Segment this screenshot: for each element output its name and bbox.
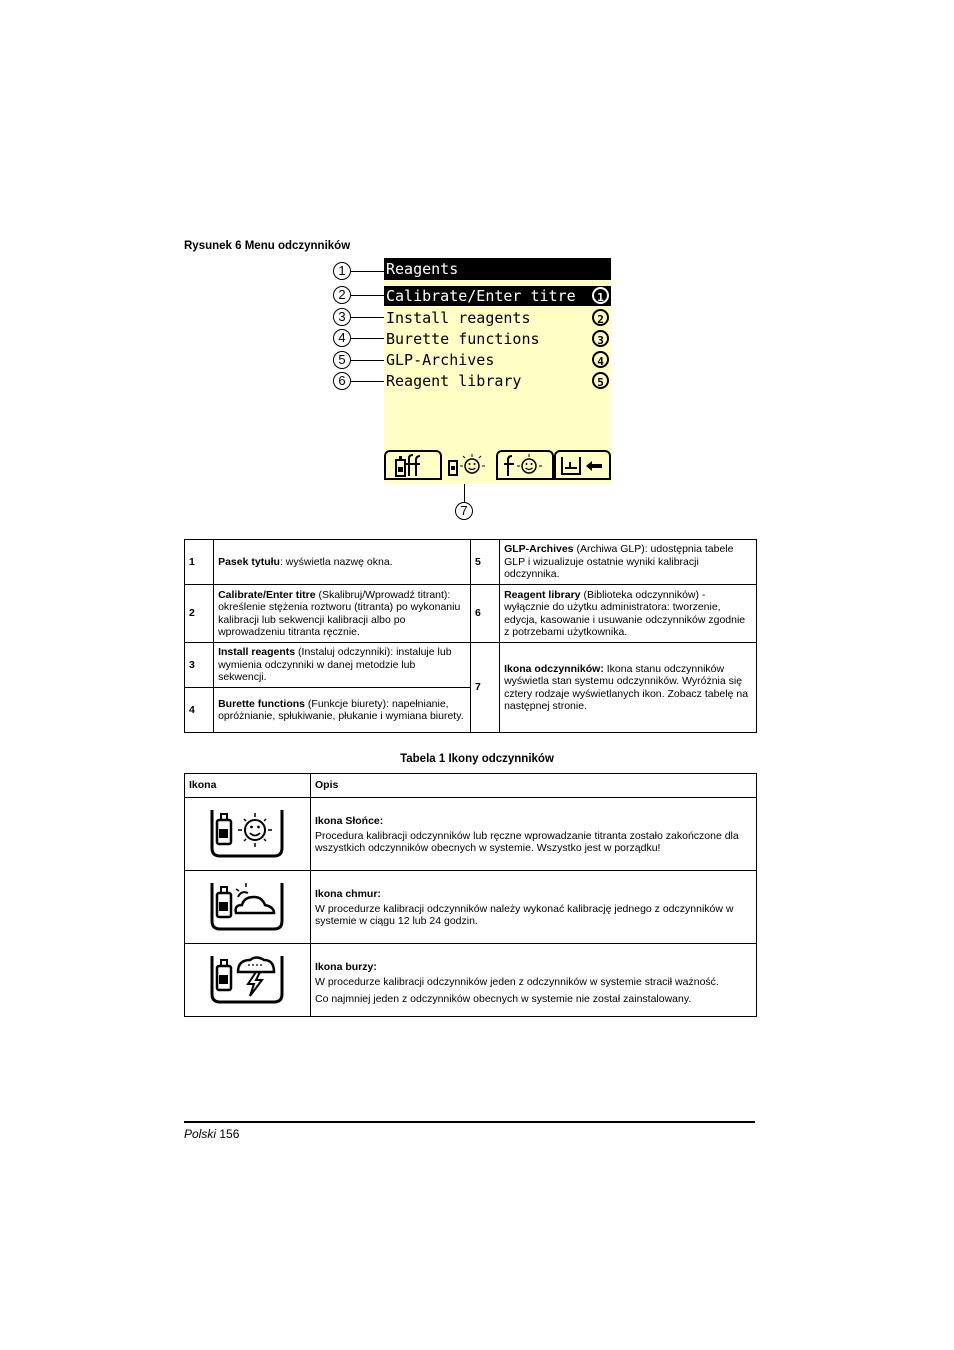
legend-term: Burette functions [218, 697, 306, 710]
tab-exit[interactable] [554, 450, 611, 480]
lcd-screen [384, 258, 611, 484]
callout-line [464, 484, 465, 502]
menu-item-label: Burette functions [386, 330, 540, 348]
legend-text [214, 585, 471, 643]
legend-num: 4 [185, 688, 214, 733]
legend-text [214, 643, 471, 688]
legend-term: Ikona odczynników: [504, 662, 604, 675]
legend-table [184, 539, 757, 733]
legend-num: 6 [470, 585, 499, 643]
callout-line [351, 338, 384, 339]
callout-2: 2 [333, 286, 351, 304]
menu-item-label: GLP-Archives [386, 351, 495, 369]
storm-icon [208, 950, 288, 1006]
footer-language: Polski [184, 1127, 217, 1141]
legend-term: Reagent library [504, 588, 581, 601]
callout-line [351, 381, 384, 382]
callout-4: 4 [333, 329, 351, 347]
callout-5: 5 [333, 351, 351, 369]
callout-line [351, 295, 384, 296]
legend-text [214, 688, 471, 733]
table-caption: Tabela 1 Ikony odczynników [400, 753, 554, 765]
legend-term: GLP-Archives [504, 543, 574, 556]
legend-text [500, 643, 757, 733]
footer-rule [184, 1121, 755, 1123]
callout-line [351, 271, 384, 272]
callout-6: 6 [333, 372, 351, 390]
menu-item-label: Reagent library [386, 372, 522, 390]
callout-7: 7 [455, 502, 473, 520]
menu-item-number: 4 [592, 351, 609, 368]
description-text: W procedurze kalibracji odczynników jeden z odczynników w systemie stracił ważność. [315, 975, 719, 988]
legend-text [500, 540, 757, 585]
callout-line [351, 360, 384, 361]
legend-desc: : wyświetla nazwę okna. [279, 555, 393, 568]
legend-desc: Ikona stanu odczynników wyświetla stan systemu odczynników. Wyróżnia się cztery rodzaje wyświetlanych ikon. Zobacz tabelę na następnej stronie. [504, 662, 749, 712]
menu-item-glp-archives[interactable] [384, 350, 611, 370]
tab-reagents[interactable] [442, 450, 496, 480]
menu-item-reagent-library[interactable] [384, 371, 611, 391]
cloud-icon [208, 877, 288, 933]
menu-item-calibrate[interactable] [384, 286, 611, 306]
menu-item-label: Calibrate/Enter titre [386, 287, 576, 305]
description-text: W procedurze kalibracji odczynników należy wykonać kalibrację jednego z odczynników w systemie w ciągu 12 lub 24 godzin. [315, 902, 734, 927]
icon-cell [185, 871, 311, 944]
menu-item-number: 5 [592, 372, 609, 389]
icon-cell [185, 944, 311, 1017]
footer-page-number: 156 [219, 1127, 240, 1141]
callout-3: 3 [333, 308, 351, 326]
menu-item-burette-functions[interactable] [384, 329, 611, 349]
menu-item-label: Install reagents [386, 309, 531, 327]
legend-desc: (Skalibruj/Wprowadź titrant): określenie stężenia roztworu (titranta) po wykonaniu kalibracji lub sekwencji kalibracji albo po wprowadzeniu titranta ręcznie. [218, 588, 461, 638]
legend-desc: (Instaluj odczynniki): instaluje lub wymienia odczynniki w danej metodzie lub sekwencji. [218, 646, 452, 684]
footer [184, 1127, 239, 1141]
menu-item-number: 3 [592, 330, 609, 347]
icon-description [311, 944, 757, 1017]
screen-tab-bar [384, 450, 611, 484]
figure-caption: Rysunek 6 Menu odczynników [184, 240, 351, 252]
legend-term: Calibrate/Enter titre [218, 588, 316, 601]
legend-text [500, 585, 757, 643]
bottle-burette-icon [386, 452, 440, 478]
beaker-exit-icon [556, 452, 609, 478]
tab-calibration[interactable] [496, 450, 554, 480]
icon-description [311, 871, 757, 944]
callout-line [351, 317, 384, 318]
legend-num: 1 [185, 540, 214, 585]
header-desc: Opis [311, 774, 757, 798]
header-icon: Ikona [185, 774, 311, 798]
sun-icon [444, 452, 494, 478]
legend-num: 2 [185, 585, 214, 643]
legend-desc: (Funkcje biurety): napełnianie, opróżnianie, spłukiwanie, płukanie i wymiana biurety. [218, 697, 464, 722]
legend-num: 7 [470, 643, 499, 733]
legend-desc: (Biblioteka odczynników) - wyłącznie do użytku administratora: tworzenie, edycja, kasowanie i usuwanie odczynników zgodnie z potrzebami użytkownika. [504, 588, 746, 638]
description-title: Ikona burzy: [315, 961, 377, 973]
legend-desc: (Archiwa GLP): udostępnia tabele GLP i wizualizuje ostatnie wyniki kalibracji odczynnika. [504, 543, 734, 581]
icon-description [311, 798, 757, 871]
description-text: Procedura kalibracji odczynników lub ręczne wprowadzanie titranta zostało zakończone dla wszystkich odczynników obecnych w systemie. Wszystko jest w porządku! [315, 829, 739, 854]
tab-methods[interactable] [384, 450, 442, 480]
sun-icon [208, 804, 288, 860]
icons-table [184, 773, 757, 1017]
legend-term: Install reagents [218, 646, 296, 659]
description-text: Co najmniej jeden z odczynników obecnych w systemie nie został zainstalowany. [315, 993, 692, 1005]
legend-text [214, 540, 471, 585]
description-title: Ikona chmur: [315, 888, 381, 900]
callout-1: 1 [333, 262, 351, 280]
icon-cell [185, 798, 311, 871]
calibration-sun-icon [498, 452, 552, 478]
title-bar: Reagents [384, 258, 611, 280]
legend-num: 3 [185, 643, 214, 688]
menu-item-number: 2 [592, 309, 609, 326]
legend-term: Pasek tytułu [218, 555, 280, 568]
description-title: Ikona Słońce: [315, 815, 384, 827]
menu-item-number: 1 [592, 287, 609, 304]
legend-num: 5 [470, 540, 499, 585]
menu-item-install-reagents[interactable] [384, 308, 611, 328]
